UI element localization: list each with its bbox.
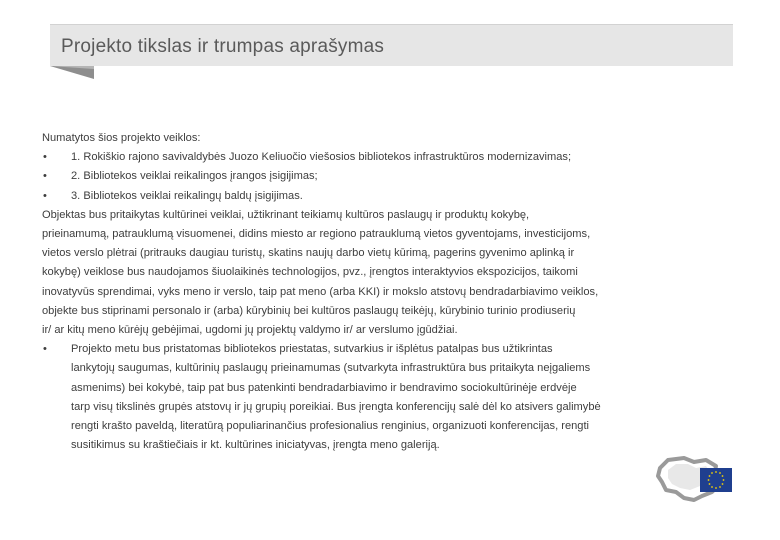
- paragraph-line: Objektas bus pritaikytas kultūrinei veiklai, užtikrinant teikiamų kultūros paslaugų ir produktų kokybę,: [42, 208, 530, 221]
- bullet-icon: •: [43, 151, 47, 164]
- bullet-line: rengti krašto paveldą, literatūrą populiarinančius profesionalius renginius, organizuoti konferencijas, rengti: [71, 420, 590, 433]
- paragraph-line: prieinamumą, patrauklumą visuomenei, didins miesto ar regiono patrauklumą vietos gyventojams, investicijoms,: [42, 228, 591, 241]
- paragraph-line: vietos verslo plėtrai (pritrauks daugiau turistų, skatins naujų darbo vietų kūrimą, pagerins gyvenimo aplinką ir: [42, 247, 575, 260]
- paragraph-line: objekte bus stiprinami personalo ir (arba) kūrybinių bei kultūros paslaugų teikėjų, kūrybinio turinio prodiuserių: [42, 304, 576, 317]
- bullet-line: tarp visų tikslinės grupės atstovų ir jų grupių poreikiai. Bus įrengta konferencijų salė dėl ko atsivers galimybė: [71, 400, 601, 413]
- activity-text: 2. Bibliotekos veiklai reikalingos įrangos įsigijimas;: [71, 170, 318, 183]
- bullet-icon: •: [43, 170, 47, 183]
- paragraph-line: inovatyvūs sprendimai, vyks meno ir verslo, taip pat meno (arba KKI) ir mokslo atstovų bendradarbiavimo veiklos,: [42, 285, 599, 298]
- intro-text: Numatytos šios projekto veiklos:: [42, 132, 201, 144]
- document-body: [42, 129, 682, 455]
- title-fold-decoration: [50, 66, 94, 79]
- bullet-icon: •: [43, 343, 47, 356]
- title-bar: [50, 24, 733, 66]
- activity-text: 3. Bibliotekos veiklai reikalingų baldų įsigijimas.: [71, 189, 303, 202]
- description-paragraph: [42, 206, 682, 340]
- page-title: Projekto tikslas ir trumpas aprašymas: [61, 36, 385, 57]
- bullet-icon: •: [43, 189, 47, 202]
- bullet-line: Projekto metu bus pristatomas bibliotekos priestatas, sutvarkius ir išplėtus patalpas bus užtikrintas: [71, 343, 553, 356]
- extension-bullet: [42, 340, 682, 455]
- bullet-line: lankytojų saugumas, kultūrinių paslaugų prieinamumas (sutvarkyta infrastruktūra bus pritaikyta neįgaliems: [71, 362, 591, 375]
- activity-item: [42, 167, 682, 186]
- lithuania-eu-logo-icon: [654, 454, 738, 504]
- bullet-line: susitikimus su kraštiečiais ir kt. kultūrines iniciatyvas, įrengta meno galeriją.: [71, 439, 440, 452]
- paragraph-line: kokybę) veiklose bus naudojamos šiuolaikinės technologijos, pvz., įrengtos interaktyvios ekspozicijos, taikomi: [42, 266, 578, 279]
- paragraph-line: ir/ ar kitų meno kūrėjų gebėjimai, ugdomi jų projektų valdymo ir/ ar verslumo įgūdžiai.: [42, 324, 458, 337]
- bullet-line: asmenims) bei kokybė, taip pat bus patenkinti bendradarbiavimo ir bendravimo sociokultūrinėje erdvėje: [71, 381, 577, 394]
- activity-item: [42, 148, 682, 167]
- activity-text: 1. Rokiškio rajono savivaldybės Juozo Keliuočio viešosios bibliotekos infrastruktūros modernizavimas;: [71, 151, 572, 164]
- activity-item: [42, 187, 682, 206]
